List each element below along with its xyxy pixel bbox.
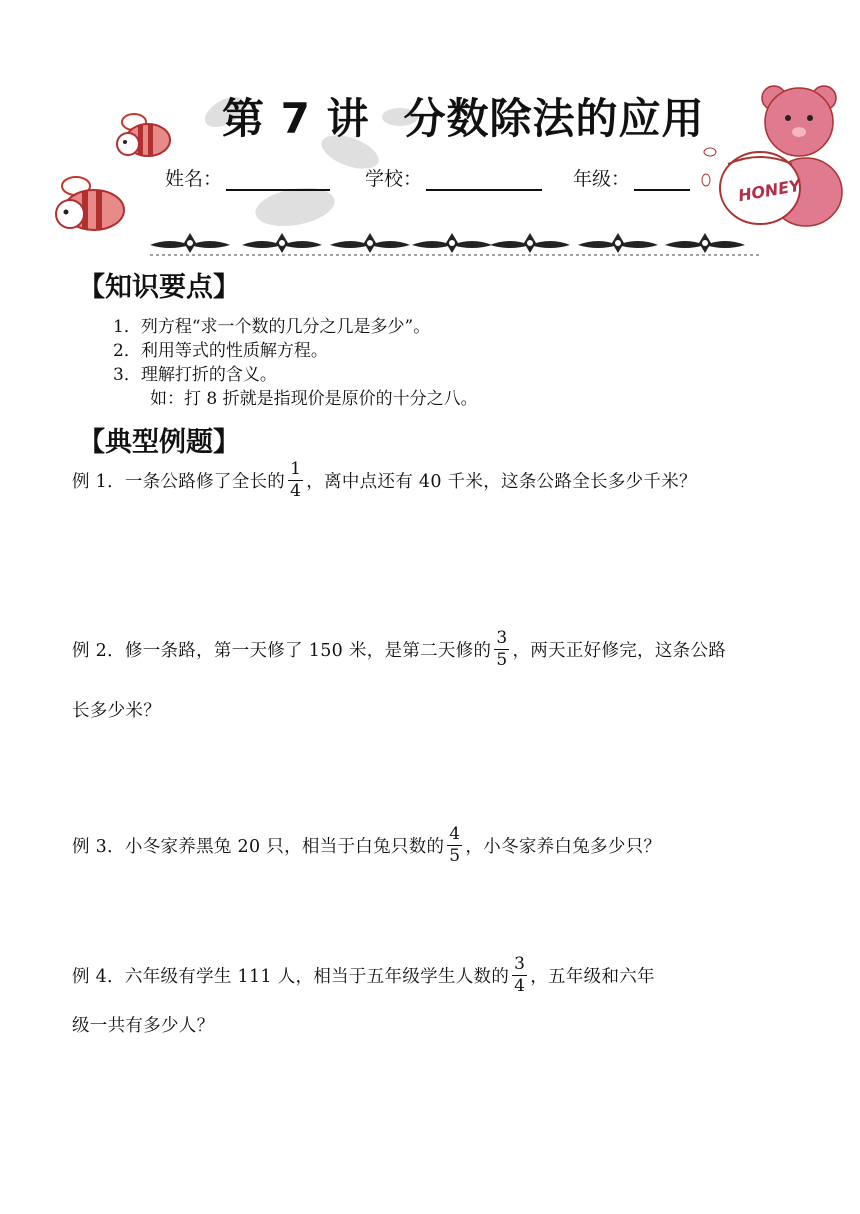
example-4-line2: 级一共有多少人？ [72,1016,215,1036]
name-blank[interactable] [226,169,330,191]
example-text: 例 4．六年级有学生 111 人，相当于五年级学生人数的 [72,967,510,987]
fraction [512,956,527,995]
denominator: 5 [496,650,508,670]
knowledge-note: 如：打 8 折就是指现价是原价的十分之八。 [150,389,478,409]
example-text: ，小冬家养白兔多少只？ [465,837,662,857]
school-field[interactable] [365,164,542,191]
name-field[interactable] [165,164,330,191]
grade-blank[interactable] [634,169,690,191]
numerator: 3 [496,628,508,648]
knowledge-point-3: 3．理解打折的含义。 [113,365,277,385]
fraction [288,461,303,500]
numerator: 4 [449,824,461,844]
honey-label: HONEY [736,175,802,206]
name-label: 姓名： [165,168,223,190]
example-2 [72,628,727,671]
lesson-number: 第 7 讲 [222,94,370,143]
bee-icon [48,172,130,244]
knowledge-point-2: 2．利用等式的性质解方程。 [113,341,328,361]
knowledge-section-title: 【知识要点】 [78,272,240,303]
ornament-divider [150,231,775,257]
knowledge-point-1: 1．列方程“求一个数的几分之几是多少”。 [113,317,431,337]
page-title [222,86,704,146]
examples-section-title: 【典型例题】 [78,427,240,458]
example-text: ，五年级和六年 [530,967,655,987]
example-text: 例 2．修一条路，第一天修了 150 米，是第二天修的 [72,641,492,661]
example-text: 例 1．一条公路修了全长的 [72,472,286,492]
school-label: 学校： [365,168,423,190]
numerator: 3 [514,954,526,974]
school-blank[interactable] [426,169,542,191]
bee-icon [112,108,174,170]
lesson-topic: 分数除法的应用 [403,94,705,143]
grade-label: 年级： [573,168,631,190]
numerator: 1 [290,459,302,479]
example-text: 例 3．小冬家养黑兔 20 只，相当于白兔只数的 [72,837,445,857]
example-1 [72,459,697,502]
example-4 [72,954,655,997]
denominator: 4 [514,976,526,996]
example-3 [72,824,662,867]
bear-honey-icon [698,82,850,230]
denominator: 5 [449,846,461,866]
fraction [494,630,509,669]
example-text: ，离中点还有 40 千米，这条公路全长多少千米？ [306,472,697,492]
example-2-line2: 长多少米？ [72,701,161,721]
example-text: ，两天正好修完，这条公路 [512,641,727,661]
denominator: 4 [290,481,302,501]
fraction [447,826,462,865]
grade-field[interactable] [573,164,690,191]
